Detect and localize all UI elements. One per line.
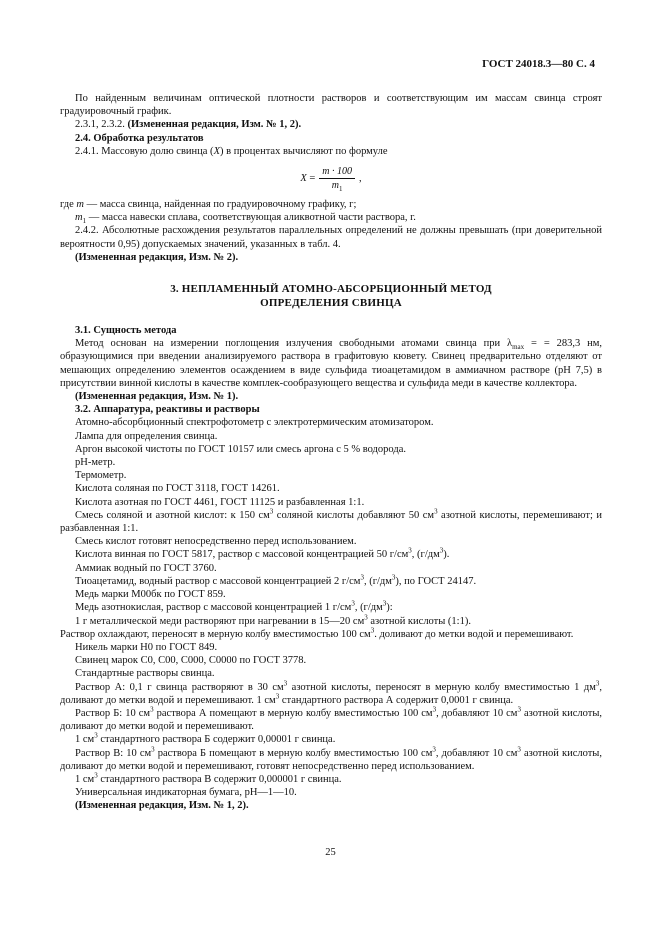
list-item: Раствор В: 10 $см^3$ раствора Б помещают в мерную колбу вместимостью 100 $см^3$, добавляют 10 $см^3$ азотной кислоты, доливают до метки водой и перемешивают, готовят непосредственно перед использованием. <box>60 745 602 772</box>
list-item: Аргон высокой чистоты по ГОСТ 10157 или смесь аргона с 5 % водорода. <box>75 443 406 455</box>
list-item: Стандартные растворы свинца. <box>75 668 215 680</box>
definition: $m_1$ — масса навески сплава, соответствующая аликвотной части раствора, г. <box>75 212 416 226</box>
list-item: Раствор Б: 10 $см^3$ раствора А помещают в мерную колбу вместимостью 100 $см^3$, добавляют 10 $см^3$ азотной кислоты, доливают до метки водой и перемешивают. <box>60 705 603 733</box>
list-item: Термометр. <box>75 470 127 482</box>
list-item: Раствор А: 0,1 г свинца растворяют в 30 $см^3$ азотной кислоты, переносят в мерную колбу вместимостью 1 $дм^3$, доливают до метки водой и перемешивают. 1 $см^3$ стандартного раствора А содержит 0,0001 г свинца. <box>60 679 602 706</box>
paragraph: Метод основан на измерении поглощения излучения свободными атомами свинца при $\lambda_{max}$ = = 283,3 нм, образующимися при введении анализируемого раствора в графитовую кювету. Свинец предварительно отделяют от мешающих определению элементов осаждением в виде сульфида тиоацетамидом в аммиачном растворе (рН 7,5) в присутствии винной кислоты в качестве комплек-сообразующего вещества и сульфида меди в качестве коллектора. <box>60 338 602 389</box>
list-item: Лампа для определения свинца. <box>75 430 218 442</box>
list-item: рН-метр. <box>75 457 116 469</box>
paragraph: По найденным величинам оптической плотности растворов и соответствующим им массам свинца строят градуировочный график. <box>60 93 602 118</box>
list-item: Кислота азотная по ГОСТ 4461, ГОСТ 11125 и разбавленная 1:1. <box>75 496 365 508</box>
list-item: Тиоацетамид, водный раствор с массовой концентрацией 2 $г/см^3$, $(г/дм^3)$, по ГОСТ 24147. <box>75 573 477 587</box>
list-item: Кислота соляная по ГОСТ 3118, ГОСТ 14261. <box>75 483 280 495</box>
list-item: Универсальная индикаторная бумага, рН—1—10. <box>75 787 297 799</box>
list-item: Медь марки М00бк по ГОСТ 859. <box>75 589 226 601</box>
list-item: Медь азотнокислая, раствор с массовой концентрацией 1 $г/см^3$, $(г/дм^3)$: <box>75 599 393 614</box>
subsection-heading: 2.4. Обработка результатов <box>75 132 204 144</box>
subsection-heading: 3.2. Аппаратура, реактивы и растворы <box>75 404 260 416</box>
list-item: Свинец марок С0, С00, С000, С0000 по ГОСТ 3778. <box>75 655 307 667</box>
section-title: 3. НЕПЛАМЕННЫЙ АТОМНО-АБСОРБЦИОННЫЙ МЕТОД ОПРЕДЕЛЕНИЯ СВИНЦА <box>170 283 492 310</box>
list-item: 1 $см^3$ стандартного раствора Б содержит 0,00001 г свинца. <box>75 731 336 746</box>
page-body <box>60 92 602 813</box>
running-header: ГОСТ 24018.3—80 С. 4 <box>482 58 595 70</box>
list-item: Раствор охлаждают, переносят в мерную колбу вместимостью 100 $см^3$. доливают до метки водой и перемешивают. <box>60 626 574 640</box>
formula-denominator: $m_1$ <box>331 180 343 194</box>
change-note: (Измененная редакция, Изм. № 1). <box>75 391 239 403</box>
list-item: 1 г металлической меди растворяют при нагревании в 15—20 $см^3$ азотной кислоты (1:1). <box>75 613 471 627</box>
change-note: 2.3.1, 2.3.2. (Измененная редакция, Изм. № 1, 2). <box>75 119 302 131</box>
paragraph: 2.4.2. Абсолютные расхождения результатов параллельных определений не должны превышать (при доверительной вероятности 0,95) допускаемых значений, указанных в табл. 4. <box>60 225 602 250</box>
paragraph: 2.4.1. Массовую долю свинца (X) в процентах вычисляют по формуле <box>75 145 388 157</box>
list-item: Атомно-абсорбционный спектрофотометр с электротермическим атомизатором. <box>75 417 434 429</box>
list-item: Кислота винная по ГОСТ 5817, раствор с массовой концентрацией 50 $г/см^3$, $(г/дм^3)$. <box>75 546 450 561</box>
change-note: (Измененная редакция, Изм. № 1, 2). <box>75 800 249 812</box>
list-item: Смесь соляной и азотной кислот: к 150 $см^3$ соляной кислоты добавляют 50 $см^3$ азотной кислоты, перемешивают; и разбавленная 1:1. <box>60 507 602 535</box>
list-item: Никель марки Н0 по ГОСТ 849. <box>75 641 218 653</box>
formula-numerator: m · 100 <box>319 166 355 179</box>
formula: X = $\frac{m \cdot 100}{m_1}$ , <box>300 166 362 194</box>
definition: где m — масса свинца, найденная по градуировочному графику, г; <box>60 199 357 211</box>
change-note: (Измененная редакция, Изм. № 2). <box>75 251 239 263</box>
list-item: Смесь кислот готовят непосредственно перед использованием. <box>75 536 357 548</box>
list-item: 1 $см^3$ стандартного раствора В содержит 0,000001 г свинца. <box>75 771 342 785</box>
page-number: 25 <box>325 847 336 858</box>
subsection-heading: 3.1. Сущность метода <box>75 325 177 337</box>
list-item: Аммиак водный по ГОСТ 3760. <box>75 562 217 574</box>
